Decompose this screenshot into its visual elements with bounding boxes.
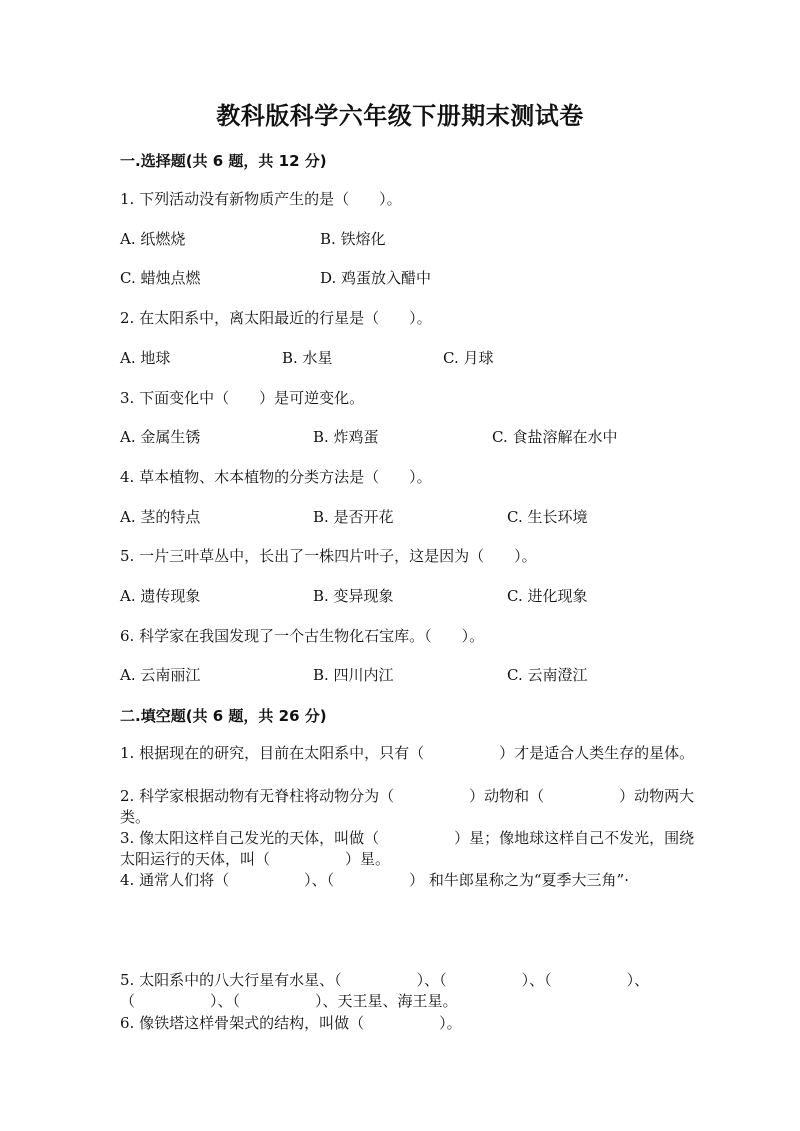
option-b: B. 四川内江 [313, 666, 394, 684]
fill-question: 4. 通常人们将（ ）、（ ） 和牛郎星称之为“夏季大三角”· [120, 871, 629, 889]
option-a: A. 茎的特点 [120, 508, 201, 526]
option-a: A. 遗传现象 [120, 587, 201, 605]
question-stem: 3. 下面变化中（ ）是可逆变化。 [120, 389, 365, 407]
option-a: A. 纸燃烧 [120, 230, 186, 248]
option-c: C. 食盐溶解在水中 [492, 428, 618, 446]
option-c: C. 进化现象 [507, 587, 588, 605]
option-c: C. 云南澄江 [507, 666, 588, 684]
fill-question: 6. 像铁塔这样骨架式的结构，叫做（ ）。 [120, 1014, 462, 1032]
option-a: A. 地球 [120, 349, 171, 367]
option-d: D. 鸡蛋放入醋中 [320, 269, 432, 287]
fill-question: 2. 科学家根据动物有无脊柱将动物分为（ ）动物和（ ）动物两大类。 [120, 787, 695, 826]
section-heading-fill: 二.填空题(共 6 题，共 26 分) [120, 707, 327, 725]
fill-question: 1. 根据现在的研究，目前在太阳系中，只有（ ）才是适合人类生存的星体。 [120, 744, 695, 762]
option-c: C. 生长环境 [507, 508, 588, 526]
option-b: B. 炸鸡蛋 [313, 428, 379, 446]
option-c: C. 月球 [443, 349, 494, 367]
option-b: B. 铁熔化 [320, 230, 386, 248]
question-stem: 6. 科学家在我国发现了一个古生物化石宝库。（ ）。 [120, 627, 485, 645]
option-a: A. 云南丽江 [120, 666, 201, 684]
fill-question: 5. 太阳系中的八大行星有水星、（ ）、（ ）、（ ）、（ ）、（ ）、天王星、海王星。 [120, 971, 650, 1010]
fill-question: 3. 像太阳这样自己发光的天体，叫做（ ）星；像地球这样自己不发光，围绕太阳运行的天体，叫（ ）星。 [120, 829, 695, 868]
question-stem: 5. 一片三叶草丛中，长出了一株四片叶子，这是因为（ ）。 [120, 547, 537, 565]
question-stem: 1. 下列活动没有新物质产生的是（ ）。 [120, 190, 402, 208]
question-stem: 4. 草本植物、木本植物的分类方法是（ ）。 [120, 468, 432, 486]
option-b: B. 水星 [282, 349, 333, 367]
option-b: B. 是否开花 [313, 508, 394, 526]
question-stem: 2. 在太阳系中，离太阳最近的行星是（ ）。 [120, 309, 432, 327]
page-title: 教科版科学六年级下册期末测试卷 [216, 102, 584, 130]
option-c: C. 蜡烛点燃 [120, 269, 201, 287]
section-heading-choice: 一.选择题(共 6 题，共 12 分) [120, 152, 327, 170]
option-b: B. 变异现象 [313, 587, 394, 605]
option-a: A. 金属生锈 [120, 428, 201, 446]
